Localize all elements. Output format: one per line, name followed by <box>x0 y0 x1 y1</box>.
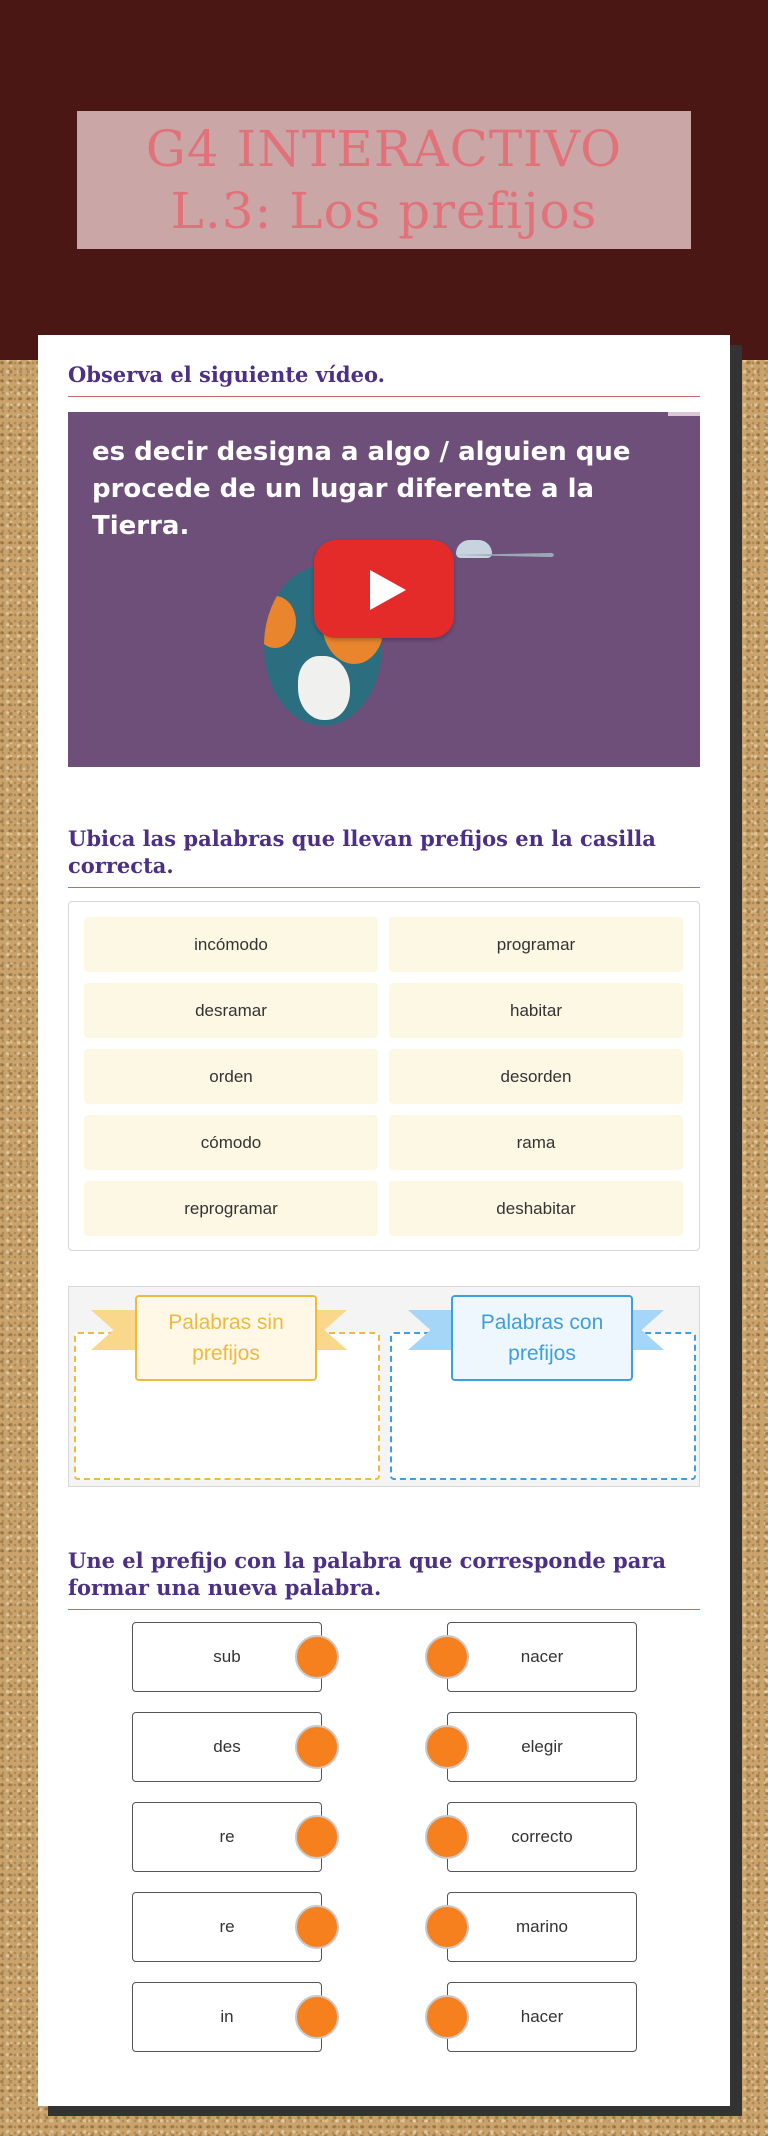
page-title-line-1: G4 INTERACTIVO <box>145 120 623 178</box>
prefix-box: re <box>132 1892 322 1962</box>
word-box: hacer <box>447 1982 637 2052</box>
match-dot-prefix[interactable] <box>295 1905 339 1949</box>
word-box: nacer <box>447 1622 637 1692</box>
word-box: correcto <box>447 1802 637 1872</box>
prefix-box: sub <box>132 1622 322 1692</box>
match-dot-prefix[interactable] <box>295 1725 339 1769</box>
page-title <box>77 111 691 249</box>
page-title-line-2: L.3: Los prefijos <box>170 182 598 240</box>
video-frame-text: es decir designa a algo / alguien que procede de un lugar diferente a la Tierra. <box>92 437 631 541</box>
match-dot-word[interactable] <box>425 1995 469 2039</box>
word-box: elegir <box>447 1712 637 1782</box>
section-title-sort: Ubica las palabras que llevan prefijos en la casilla correcta. <box>68 825 700 888</box>
word-tile[interactable]: deshabitar <box>389 1181 683 1236</box>
word-tile[interactable]: incómodo <box>84 917 378 972</box>
video-player[interactable] <box>68 412 700 767</box>
section-title-match: Une el prefijo con la palabra que corresponde para formar una nueva palabra. <box>68 1547 700 1610</box>
word-tile[interactable]: orden <box>84 1049 378 1104</box>
word-tile[interactable]: reprogramar <box>84 1181 378 1236</box>
zone-label-con-prefijos: Palabras con prefijos <box>451 1295 633 1381</box>
prefix-box: in <box>132 1982 322 2052</box>
globe-land-shape <box>264 596 296 648</box>
zone-label-sin-prefijos: Palabras sin prefijos <box>135 1295 317 1381</box>
prefix-box: des <box>132 1712 322 1782</box>
word-tile[interactable]: desramar <box>84 983 378 1038</box>
match-dot-word[interactable] <box>425 1905 469 1949</box>
word-tile[interactable]: programar <box>389 917 683 972</box>
match-dot-prefix[interactable] <box>295 1995 339 2039</box>
word-tile[interactable]: desorden <box>389 1049 683 1104</box>
word-tile[interactable]: cómodo <box>84 1115 378 1170</box>
word-bank <box>68 901 700 1251</box>
match-dot-prefix[interactable] <box>295 1815 339 1859</box>
prefix-box: re <box>132 1802 322 1872</box>
match-dot-word[interactable] <box>425 1725 469 1769</box>
youtube-play-icon[interactable] <box>314 540 454 638</box>
word-box: marino <box>447 1892 637 1962</box>
match-dot-word[interactable] <box>425 1815 469 1859</box>
section-title-video: Observa el siguiente vídeo. <box>68 361 700 397</box>
video-corner-mark <box>668 412 700 416</box>
word-tile[interactable]: rama <box>389 1115 683 1170</box>
content-card <box>38 335 730 2106</box>
sort-drop-area <box>68 1286 700 1487</box>
word-tile[interactable]: habitar <box>389 983 683 1038</box>
match-dot-word[interactable] <box>425 1635 469 1679</box>
match-dot-prefix[interactable] <box>295 1635 339 1679</box>
globe-cloud-shape <box>298 656 350 720</box>
